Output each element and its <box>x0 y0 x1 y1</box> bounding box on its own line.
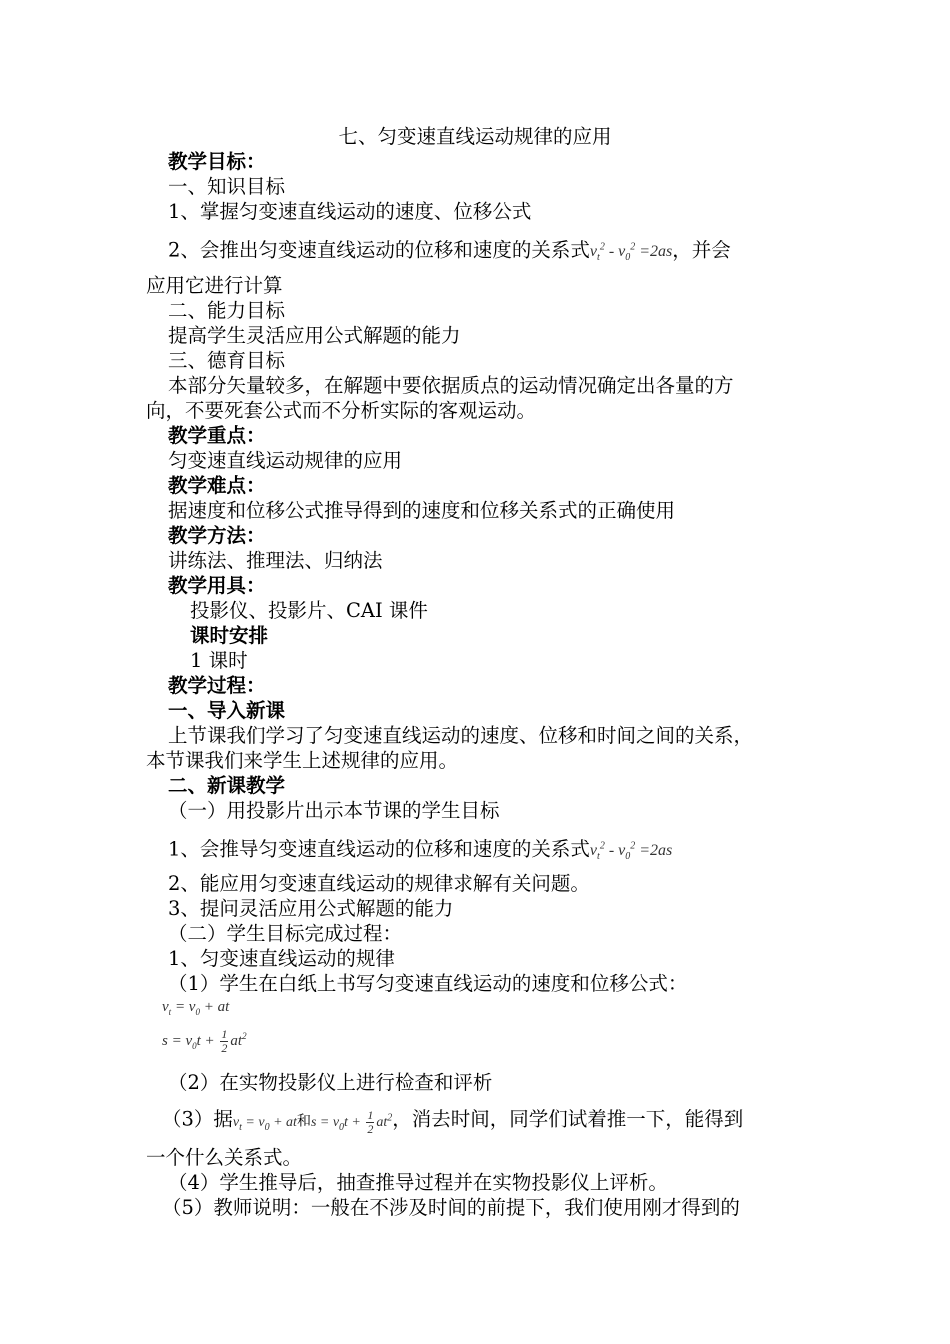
displacement-formula-inline: $s = v_0t$ + $\frac{1}{2}$ $at^2$ <box>310 1107 393 1136</box>
half-fraction: $\frac{1}{2}$ <box>221 1027 228 1055</box>
rule-heading: 1、匀变速直线运动的规律 <box>168 947 395 970</box>
tools-heading: 教学用具： <box>168 574 266 597</box>
knowledge-heading: 一、知识目标 <box>168 175 286 198</box>
point-5: （5）教师说明：一般在不涉及时间的前提下，我们使用刚才得到的 <box>162 1196 740 1219</box>
step-2: （二）学生目标完成过程： <box>168 922 403 945</box>
point-3 <box>162 1105 743 1139</box>
goal-3: 3、提问灵活应用公式解题的能力 <box>168 897 454 920</box>
goal-2: 2、能应用匀变速直线运动的规律求解有关问题。 <box>168 872 590 895</box>
goal-1 <box>168 834 672 870</box>
velocity-formula: $v_t = v_0$ + at <box>162 999 230 1017</box>
key-text: 匀变速直线运动规律的应用 <box>168 449 403 472</box>
step-1: （一）用投影片出示本节课的学生目标 <box>168 799 500 822</box>
moral-text-1: 本部分矢量较多，在解题中要依据质点的运动情况确定出各量的方 <box>168 374 734 397</box>
difficulty-heading: 教学难点： <box>168 474 266 497</box>
schedule-text: 1 课时 <box>190 649 248 672</box>
point-3-tail: ，消去时间，同学们试着推一下，能得到 <box>392 1107 744 1131</box>
knowledge-item-2-text: 2、会推出匀变速直线运动的位移和速度的关系式 <box>168 238 590 262</box>
difficulty-text: 据速度和位移公式推导得到的速度和位移关系式的正确使用 <box>168 499 676 522</box>
relation-formula-2: $v_t^2 - v_0^2 =2as$ <box>589 841 673 863</box>
new-lesson-heading: 二、新课教学 <box>168 774 286 797</box>
key-heading: 教学重点： <box>168 424 266 447</box>
knowledge-item-2 <box>168 235 731 271</box>
knowledge-item-1: 1、掌握匀变速直线运动的速度、位移公式 <box>168 200 532 223</box>
point-2: （2）在实物投影仪上进行检查和评析 <box>168 1071 493 1094</box>
intro-text-2: 本节课我们来学生上述规律的应用。 <box>146 749 459 772</box>
method-text: 讲练法、推理法、归纳法 <box>168 549 383 572</box>
point-3-lead: （3）据 <box>162 1107 233 1131</box>
method-heading: 教学方法： <box>168 524 266 547</box>
knowledge-item-2-tail: ，并会 <box>672 238 731 262</box>
tools-text: 投影仪、投影片、CAI 课件 <box>190 599 428 622</box>
point-4: （4）学生推导后，抽查推导过程并在实物投影仪上评析。 <box>168 1171 668 1194</box>
intro-text-1: 上节课我们学习了匀变速直线运动的速度、位移和时间之间的关系， <box>168 724 754 747</box>
velocity-formula-inline: $v_t = v_0$ + at <box>232 1114 297 1133</box>
goals-heading: 教学目标： <box>168 150 266 173</box>
ability-heading: 二、能力目标 <box>168 299 286 322</box>
moral-text-2: 向，不要死套公式而不分析实际的客观运动。 <box>146 399 537 422</box>
relation-formula: $v_t^2 - v_0^2 =2as$ <box>589 242 673 264</box>
displacement-formula: $s = v_0t$ + $\frac{1}{2}$ $at^2$ <box>162 1027 247 1055</box>
process-heading: 教学过程： <box>168 674 266 697</box>
moral-heading: 三、德育目标 <box>168 349 286 372</box>
point-1: （1）学生在白纸上书写匀变速直线运动的速度和位移公式： <box>168 972 688 995</box>
knowledge-item-2-cont: 应用它进行计算 <box>146 274 283 297</box>
page-title: 七、匀变速直线运动规律的应用 <box>338 125 612 148</box>
point-3-cont: 一个什么关系式。 <box>146 1146 303 1169</box>
point-3-and: 和 <box>296 1113 311 1130</box>
intro-heading: 一、导入新课 <box>168 699 286 722</box>
schedule-heading: 课时安排 <box>190 624 269 647</box>
ability-text: 提高学生灵活应用公式解题的能力 <box>168 324 461 347</box>
goal-1-text: 1、会推导匀变速直线运动的位移和速度的关系式 <box>168 837 590 861</box>
